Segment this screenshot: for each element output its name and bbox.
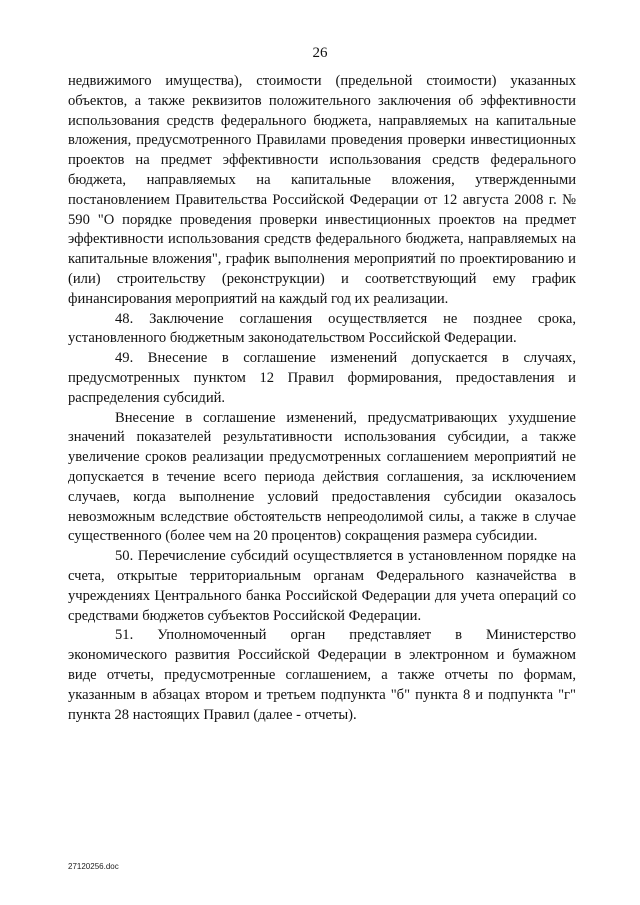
paragraph-50: 50. Перечисление субсидий осуществляется в установленном порядке на счета, открытые территориальным органам Федерального казначейства в учреждениях Центрального банка Российской Федерации для учета операций со средствами бюджетов субъектов Российской Федерации. — [68, 548, 576, 624]
document-filename: 27120256.doc — [68, 862, 119, 871]
document-body — [68, 72, 576, 725]
paragraph-49-continued: Внесение в соглашение изменений, предусматривающих ухудшение значений показателей результативности использования субсидии, а также увеличение сроков реализации предусмотренных соглашением мероприятий не допускается в течение всего периода действия соглашения, за исключением случаев, когда выполнение условий предоставления субсидии оказалось невозможным вследствие обстоятельств непреодолимой силы, а также в случае существенного (более чем на 20 процентов) сокращения размера субсидии. — [68, 409, 576, 545]
paragraph-48: 48. Заключение соглашения осуществляется не позднее срока, установленного бюджетным законодательством Российской Федерации. — [68, 310, 576, 347]
paragraph-51: 51. Уполномоченный орган представляет в Министерство экономического развития Российской Федерации в электронном и бумажном виде отчеты, предусмотренные соглашением, а также отчеты по формам, указанным в абзацах втором и третьем подпункта "б" пункта 8 и подпункта "г" пункта 28 настоящих Правил (далее - отчеты). — [68, 627, 576, 723]
page-number: 26 — [312, 45, 328, 61]
paragraph-continuation: недвижимого имущества), стоимости (предельной стоимости) указанных объектов, а также реквизитов положительного заключения об эффективности использования средств федерального бюджета, направляемых на капитальные вложения, предусмотренного Правилами проведения проверки инвестиционных проектов на предмет эффективности использования средств федерального бюджета, направляемых на капитальные вложения, утвержденными постановлением Правительства Российской Федерации от 12 августа 2008 г. № 590 "О порядке проведения проверки инвестиционных проектов на предмет эффективности использования средств федерального бюджета, направляемых на капитальные вложения", график выполнения мероприятий по проектированию и (или) строительству (реконструкции) и соответствующий ему график финансирования мероприятий на каждый год их реализации. — [68, 73, 576, 307]
paragraph-49: 49. Внесение в соглашение изменений допускается в случаях, предусмотренных пунктом 12 Правил формирования, предоставления и распределения субсидий. — [68, 350, 576, 406]
